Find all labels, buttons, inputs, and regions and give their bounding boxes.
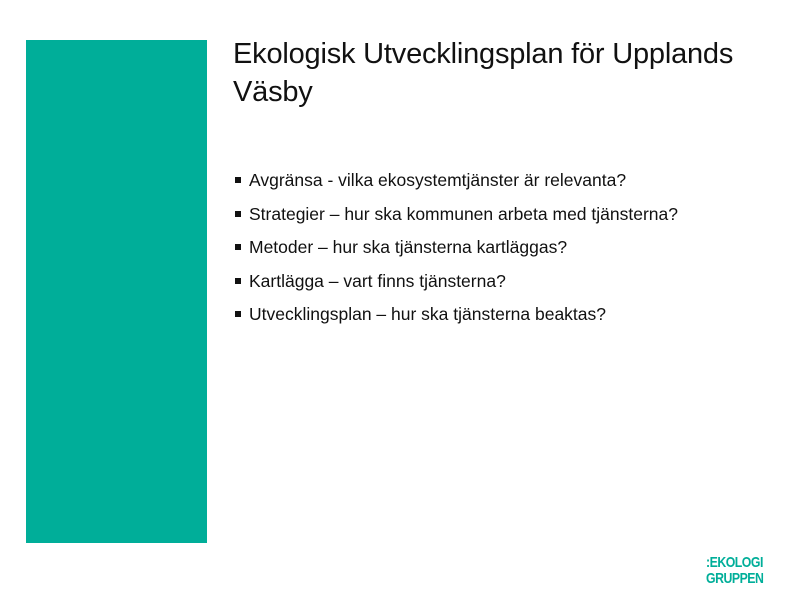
bullet-item: [235, 303, 780, 337]
ekologigruppen-logo: [706, 555, 772, 591]
bullet-list: [235, 169, 780, 337]
accent-bar: [26, 40, 207, 543]
bullet-text: Metoder – hur ska tjänsterna kartläggas?: [249, 237, 568, 257]
bullet-item: [235, 236, 780, 270]
logo-line-1: :EKOLOGI: [706, 554, 763, 571]
bullet-text: Kartlägga – vart finns tjänsterna?: [249, 270, 506, 291]
bullet-square-icon: [235, 311, 241, 317]
bullet-text: Utvecklingsplan – hur ska tjänsterna beaktas?: [249, 304, 607, 324]
bullet-item: [235, 270, 780, 304]
logo-line-2: GRUPPEN: [706, 570, 764, 587]
bullet-item: [235, 203, 780, 237]
bullet-square-icon: [235, 278, 241, 284]
bullet-text: Strategier – hur ska kommunen arbeta med tjänsterna?: [249, 203, 678, 224]
bullet-item: [235, 169, 780, 203]
bullet-text: Avgränsa - vilka ekosystemtjänster är relevanta?: [249, 170, 627, 190]
slide-title: Ekologisk Utvecklingsplan för Upplands Väsby: [233, 38, 734, 108]
bullet-square-icon: [235, 244, 241, 250]
bullet-square-icon: [235, 211, 241, 217]
bullet-square-icon: [235, 177, 241, 183]
